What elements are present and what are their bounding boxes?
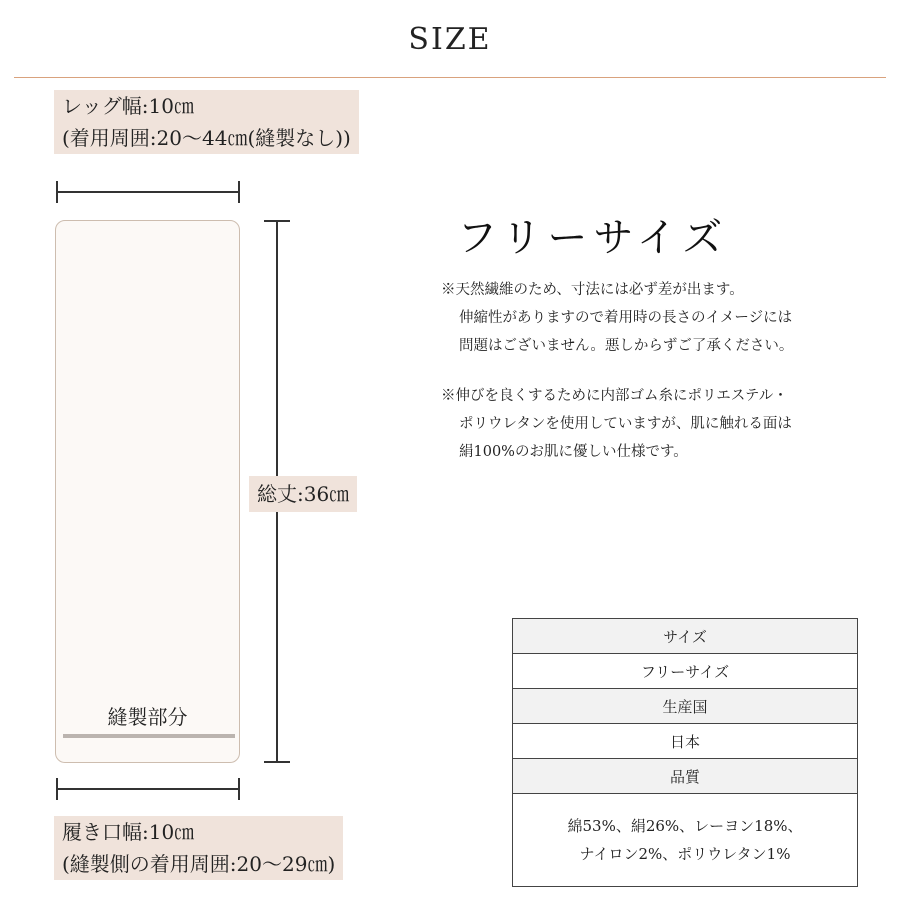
note-line: 伸縮性がありますので着用時の長さのイメージには xyxy=(459,310,793,326)
leg-width-label xyxy=(54,90,359,154)
cuff-width-tick-right xyxy=(238,778,240,800)
total-length-tick-bottom xyxy=(264,761,290,763)
free-size-heading: フリーサイズ xyxy=(457,215,729,261)
cuff-width-dimension-line xyxy=(56,788,240,790)
seam-label: 縫製部分 xyxy=(107,705,188,729)
spec-table xyxy=(512,618,858,887)
size-value: フリーサイズ xyxy=(513,654,858,689)
title-divider xyxy=(14,77,886,78)
cuff-width-label xyxy=(54,816,343,880)
leg-warmer-illustration xyxy=(55,220,240,763)
leg-width-tick-left xyxy=(56,181,58,203)
leg-width-line1: レッグ幅:10㎝ xyxy=(62,94,194,118)
material-header: 品質 xyxy=(513,759,858,794)
page-title: SIZE xyxy=(408,22,492,57)
total-length-label: 総丈:36㎝ xyxy=(249,476,357,512)
origin-header: 生産国 xyxy=(513,689,858,724)
cuff-width-line2: (縫製側の着用周囲:20〜29㎝) xyxy=(62,852,336,876)
material-line: 綿53%、絹26%、レーヨン18%、 xyxy=(567,817,803,835)
seam-line xyxy=(63,734,235,738)
note-line: ※伸びを良くするために内部ゴム糸にポリエステル・ xyxy=(441,388,788,404)
note-elastic-thread xyxy=(441,382,881,466)
note-line: 問題はございません。悪しからずご了承ください。 xyxy=(459,338,794,354)
note-line: ポリウレタンを使用していますが、肌に触れる面は xyxy=(459,416,792,432)
note-line: ※天然繊維のため、寸法には必ず差が出ます。 xyxy=(441,282,744,298)
note-natural-fiber xyxy=(441,276,881,360)
cuff-width-line1: 履き口幅:10㎝ xyxy=(62,820,195,844)
cuff-width-tick-left xyxy=(56,778,58,800)
notes xyxy=(441,276,881,488)
material-line: ナイロン2%、ポリウレタン1% xyxy=(579,845,791,863)
note-line: 絹100%のお肌に優しい仕様です。 xyxy=(459,444,688,460)
size-header: サイズ xyxy=(513,619,858,654)
origin-value: 日本 xyxy=(513,724,858,759)
leg-width-dimension-line xyxy=(56,191,240,193)
material-value xyxy=(513,794,858,887)
total-length-tick-top xyxy=(264,220,290,222)
leg-width-tick-right xyxy=(238,181,240,203)
leg-width-line2: (着用周囲:20〜44㎝(縫製なし)) xyxy=(62,126,351,150)
